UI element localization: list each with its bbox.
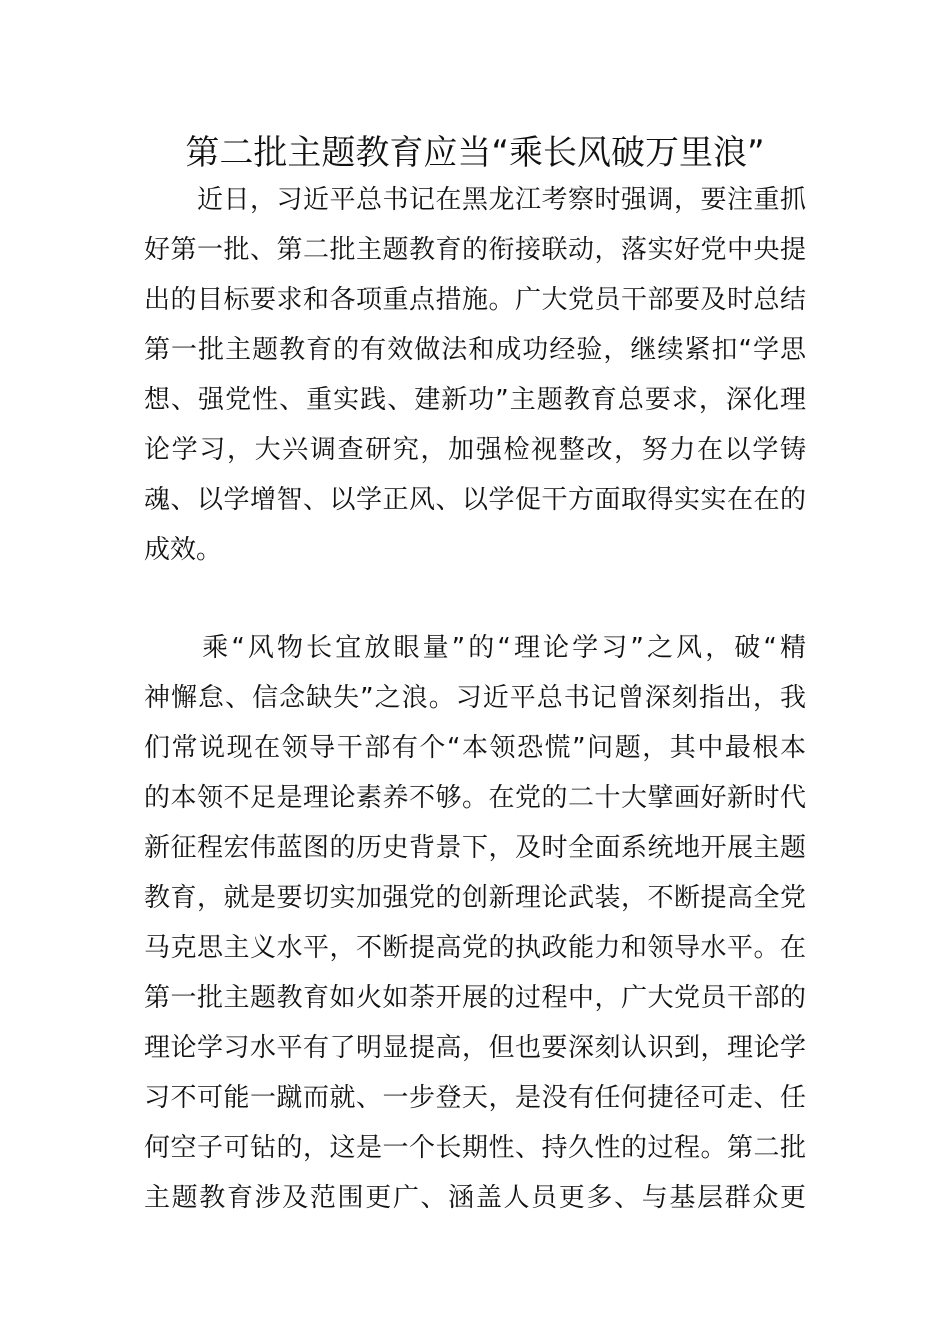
text-line: 好第一批、第二批主题教育的衔接联动，落实好党中央提 — [144, 235, 806, 265]
document-title: 第二批主题教育应当“乘长风破万里浪” — [185, 133, 765, 173]
text-line: 成效。 — [144, 535, 223, 565]
text-line: 理论学习水平有了明显提高，但也要深刻认识到，理论学 — [144, 1033, 806, 1063]
text-line: 的本领不足是理论素养不够。在党的二十大擘画好新时代 — [144, 783, 806, 813]
text-line: 神懈怠、信念缺失”之浪。习近平总书记曾深刻指出，我 — [144, 683, 806, 713]
text-line: 新征程宏伟蓝图的历史背景下，及时全面系统地开展主题 — [144, 833, 806, 863]
text-line: 主题教育涉及范围更广、涵盖人员更多、与基层群众更 — [144, 1183, 806, 1213]
text-line: 第一批主题教育的有效做法和成功经验，继续紧扣“学思 — [144, 335, 806, 365]
text-line: 们常说现在领导干部有个“本领恐慌”问题，其中最根本 — [144, 733, 806, 763]
text-line: 想、强党性、重实践、建新功”主题教育总要求，深化理 — [144, 385, 806, 415]
text-line: 教育，就是要切实加强党的创新理论武装，不断提高全党 — [144, 883, 806, 913]
text-line: 马克思主义水平，不断提高党的执政能力和领导水平。在 — [144, 933, 806, 963]
text-line: 魂、以学增智、以学正风、以学促干方面取得实实在在的 — [144, 485, 806, 515]
paragraph-1 — [144, 175, 806, 575]
text-line: 习不可能一蹴而就、一步登天，是没有任何捷径可走、任 — [144, 1083, 806, 1113]
text-line: 乘“风物长宜放眼量”的“理论学习”之风，破“精 — [144, 633, 806, 663]
text-line: 出的目标要求和各项重点措施。广大党员干部要及时总结 — [144, 285, 806, 315]
text-line: 第一批主题教育如火如荼开展的过程中，广大党员干部的 — [144, 983, 806, 1013]
text-line: 何空子可钻的，这是一个长期性、持久性的过程。第二批 — [144, 1133, 806, 1163]
text-line: 论学习，大兴调查研究，加强检视整改，努力在以学铸 — [144, 435, 806, 465]
text-line: 近日，习近平总书记在黑龙江考察时强调，要注重抓 — [144, 185, 806, 215]
paragraph-2 — [144, 623, 806, 1223]
